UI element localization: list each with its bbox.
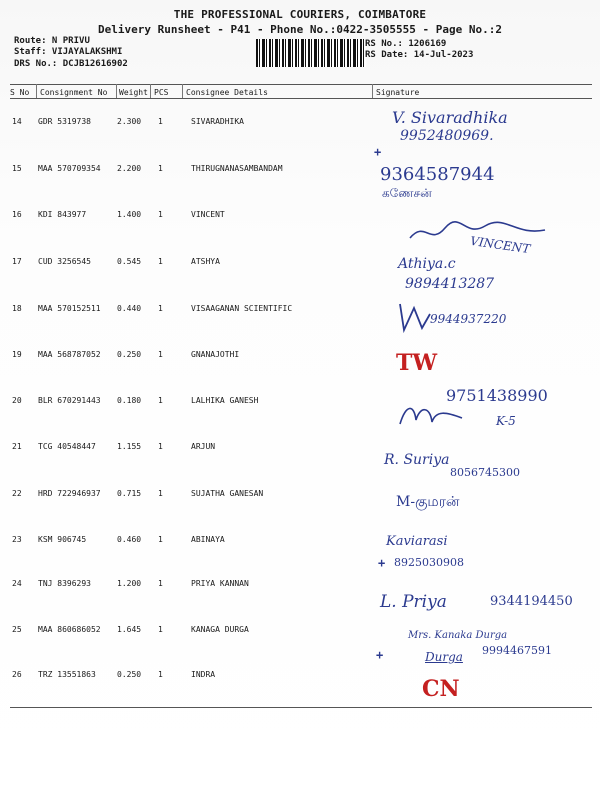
col-header-pcs: PCS bbox=[154, 88, 169, 97]
row-consignment: KSM 906745 bbox=[38, 535, 87, 544]
row-pcs: 1 bbox=[158, 489, 163, 498]
row-weight: 2.200 bbox=[117, 164, 142, 173]
signature-25-sig: Durga bbox=[425, 650, 463, 664]
signature-20-scribble bbox=[396, 400, 466, 430]
col-header-consignment: Consignment No bbox=[40, 88, 108, 97]
signature-18-phone: 9944937220 bbox=[430, 312, 507, 326]
row-consignment: CUD 3256545 bbox=[38, 257, 91, 266]
row-consignment: MAA 860686052 bbox=[38, 625, 101, 634]
row-consignee: VISAAGANAN SCIENTIFIC bbox=[191, 304, 293, 313]
row-pcs: 1 bbox=[158, 625, 163, 634]
signature-15-phone: 9364587944 bbox=[380, 164, 495, 185]
table-row bbox=[10, 257, 590, 303]
row-consignee: VINCENT bbox=[191, 210, 225, 219]
row-weight: 0.250 bbox=[117, 350, 142, 359]
row-consignee: THIRUGNANASAMBANDAM bbox=[191, 164, 283, 173]
row-sno: 15 bbox=[12, 164, 22, 173]
row-weight: 1.200 bbox=[117, 579, 142, 588]
table-row bbox=[10, 535, 590, 581]
row-pcs: 1 bbox=[158, 210, 163, 219]
row-sno: 17 bbox=[12, 257, 22, 266]
row-consignee: ARJUN bbox=[191, 442, 216, 451]
row-consignee: ABINAYA bbox=[191, 535, 225, 544]
row-sno: 14 bbox=[12, 117, 22, 126]
signature-19-initials: TW bbox=[396, 350, 438, 376]
signature-20-phone: 9751438990 bbox=[446, 386, 548, 405]
row-weight: 0.440 bbox=[117, 304, 142, 313]
signature-16-scribble bbox=[405, 218, 555, 248]
row-pcs: 1 bbox=[158, 579, 163, 588]
row-consignee: KANAGA DURGA bbox=[191, 625, 249, 634]
signature-20-sig: K-5 bbox=[496, 414, 516, 428]
row-consignee: SUJATHA GANESAN bbox=[191, 489, 264, 498]
col-divider bbox=[150, 84, 151, 98]
row-consignee: GNANAJOTHI bbox=[191, 350, 240, 359]
check-mark: + bbox=[376, 648, 384, 662]
check-mark: + bbox=[378, 556, 386, 570]
header-bottom-rule bbox=[10, 98, 592, 99]
row-consignee: SIVARADHIKA bbox=[191, 117, 244, 126]
row-weight: 0.715 bbox=[117, 489, 142, 498]
row-consignment: GDR 5319738 bbox=[38, 117, 91, 126]
col-divider bbox=[372, 84, 373, 98]
rs-number: RS No.: 1206169 bbox=[365, 39, 447, 49]
row-sno: 19 bbox=[12, 350, 22, 359]
row-sno: 23 bbox=[12, 535, 22, 544]
row-pcs: 1 bbox=[158, 257, 163, 266]
signature-15-name: கணேசன் bbox=[382, 186, 432, 200]
signature-21-phone: 8056745300 bbox=[450, 466, 520, 479]
signature-17-phone: 9894413287 bbox=[405, 276, 495, 292]
row-consignment: BLR 670291443 bbox=[38, 396, 101, 405]
drs-number: DRS No.: DCJB12616902 bbox=[14, 59, 128, 69]
row-sno: 21 bbox=[12, 442, 22, 451]
col-header-sno: S No bbox=[10, 88, 30, 97]
route-label: Route: N PRIVU bbox=[14, 36, 90, 46]
row-sno: 18 bbox=[12, 304, 22, 313]
row-consignment: HRD 722946937 bbox=[38, 489, 101, 498]
check-mark: + bbox=[374, 145, 382, 159]
table-row bbox=[10, 489, 590, 535]
row-consignee: INDRA bbox=[191, 670, 216, 679]
signature-14-phone: 9952480969. bbox=[400, 128, 494, 144]
row-pcs: 1 bbox=[158, 396, 163, 405]
row-weight: 2.300 bbox=[117, 117, 142, 126]
col-header-weight: Weight bbox=[119, 88, 148, 97]
barcode bbox=[256, 39, 366, 67]
row-weight: 0.180 bbox=[117, 396, 142, 405]
signature-25-phone: 9994467591 bbox=[482, 644, 552, 657]
signature-24-phone: 9344194450 bbox=[490, 594, 573, 609]
row-pcs: 1 bbox=[158, 670, 163, 679]
col-divider bbox=[182, 84, 183, 98]
row-pcs: 1 bbox=[158, 304, 163, 313]
row-sno: 26 bbox=[12, 670, 22, 679]
row-pcs: 1 bbox=[158, 117, 163, 126]
row-weight: 0.460 bbox=[117, 535, 142, 544]
row-consignment: MAA 570152511 bbox=[38, 304, 101, 313]
signature-22-name: M-குமரன் bbox=[396, 494, 460, 510]
signature-17-name: Athiya.c bbox=[398, 256, 456, 272]
row-consignment: KDI 843977 bbox=[38, 210, 87, 219]
row-consignment: MAA 568787052 bbox=[38, 350, 101, 359]
col-divider bbox=[36, 84, 37, 98]
row-pcs: 1 bbox=[158, 535, 163, 544]
signature-24-name: L. Priya bbox=[380, 592, 447, 612]
signature-25-name: Mrs. Kanaka Durga bbox=[408, 630, 508, 641]
row-weight: 0.250 bbox=[117, 670, 142, 679]
runsheet-subtitle: Delivery Runsheet - P41 - Phone No.:0422-3505555 - Page No.:2 bbox=[98, 23, 502, 36]
table-row bbox=[10, 670, 590, 716]
row-weight: 1.400 bbox=[117, 210, 142, 219]
table-row bbox=[10, 442, 590, 488]
row-pcs: 1 bbox=[158, 350, 163, 359]
row-pcs: 1 bbox=[158, 442, 163, 451]
table-row bbox=[10, 304, 590, 350]
row-consignee: ATSHYA bbox=[191, 257, 220, 266]
row-sno: 16 bbox=[12, 210, 22, 219]
staff-label: Staff: VIJAYALAKSHMI bbox=[14, 47, 123, 57]
row-consignment: TRZ 13551863 bbox=[38, 670, 96, 679]
row-sno: 20 bbox=[12, 396, 22, 405]
row-sno: 25 bbox=[12, 625, 22, 634]
signature-14-name: V. Sivaradhika bbox=[392, 108, 508, 127]
row-consignee: LALHIKA GANESH bbox=[191, 396, 259, 405]
row-sno: 22 bbox=[12, 489, 22, 498]
row-sno: 24 bbox=[12, 579, 22, 588]
signature-23-phone: 8925030908 bbox=[394, 556, 464, 569]
row-weight: 1.155 bbox=[117, 442, 142, 451]
row-consignment: MAA 570709354 bbox=[38, 164, 101, 173]
col-header-signature: Signature bbox=[376, 88, 420, 97]
row-consignee: PRIYA KANNAN bbox=[191, 579, 249, 588]
row-pcs: 1 bbox=[158, 164, 163, 173]
rs-date: RS Date: 14-Jul-2023 bbox=[365, 50, 474, 60]
company-title: THE PROFESSIONAL COURIERS, COIMBATORE bbox=[173, 8, 427, 21]
header-top-rule bbox=[10, 84, 592, 85]
signature-23-name: Kaviarasi bbox=[386, 534, 448, 549]
signature-18-scribble bbox=[394, 300, 434, 334]
signature-16: VINCENT bbox=[469, 233, 532, 257]
table-bottom-rule bbox=[10, 707, 592, 708]
row-consignment: TNJ 8396293 bbox=[38, 579, 91, 588]
signature-21-name: R. Suriya bbox=[384, 452, 450, 468]
col-divider bbox=[116, 84, 117, 98]
table-row bbox=[10, 164, 590, 210]
signature-26-initials: CN bbox=[422, 676, 460, 702]
row-weight: 0.545 bbox=[117, 257, 142, 266]
row-weight: 1.645 bbox=[117, 625, 142, 634]
col-header-consignee: Consignee Details bbox=[186, 88, 268, 97]
row-consignment: TCG 40548447 bbox=[38, 442, 96, 451]
